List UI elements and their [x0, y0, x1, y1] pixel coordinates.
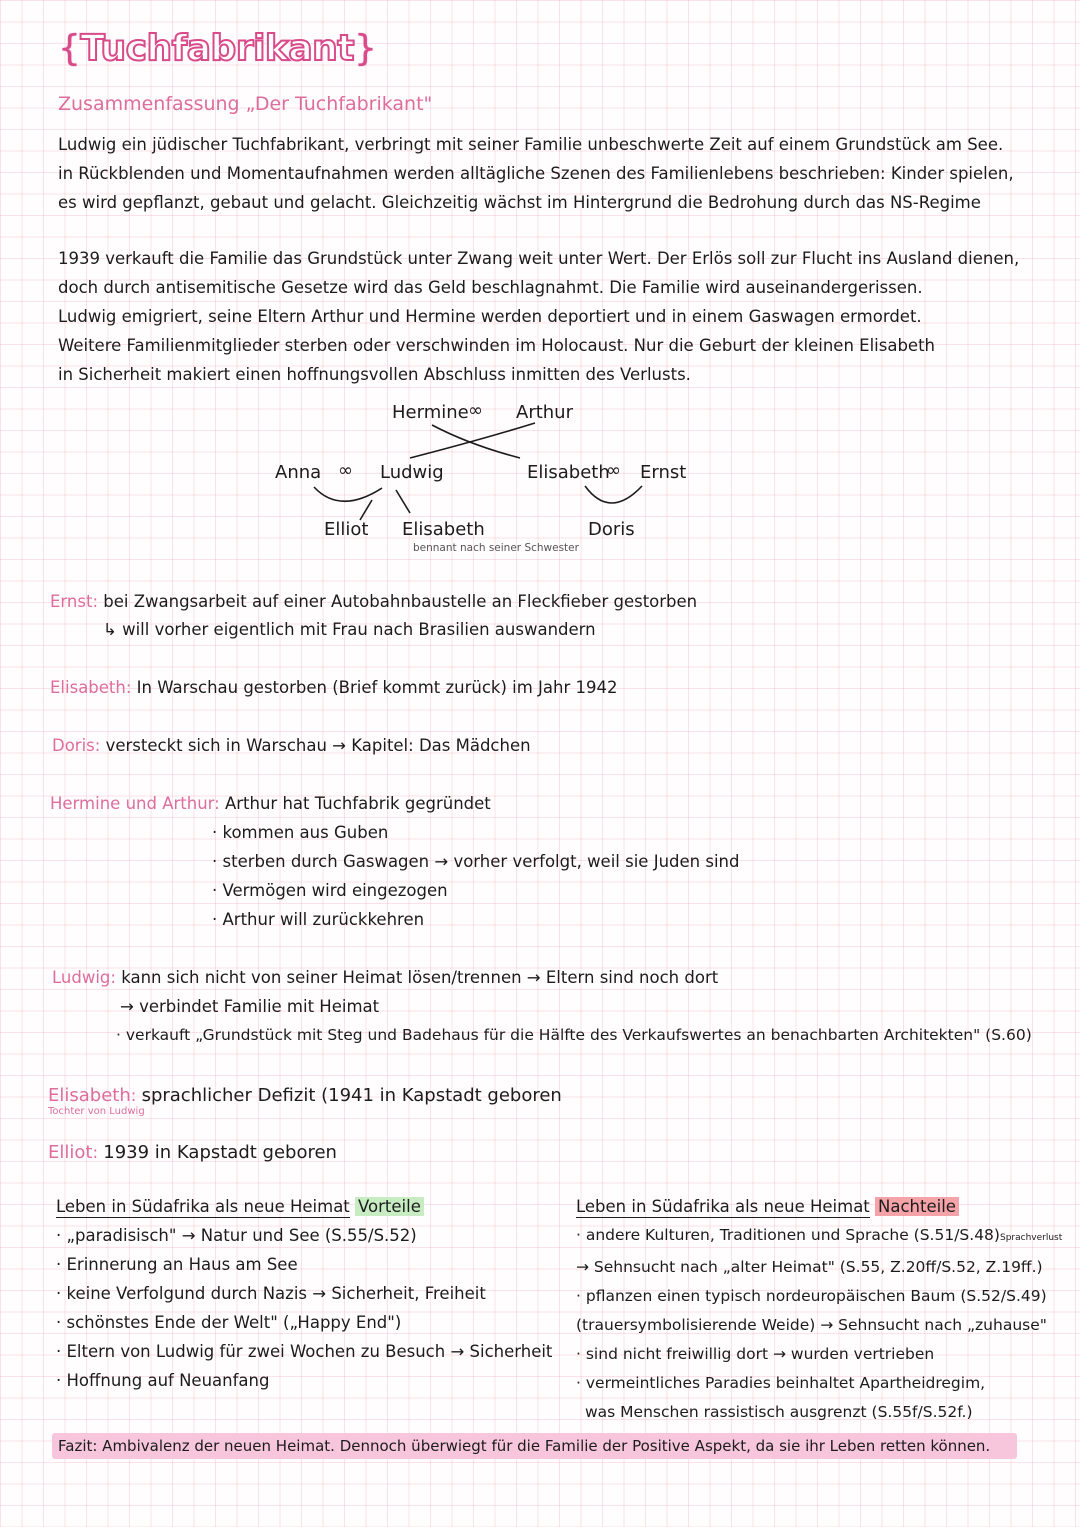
tree-line-elisabeth-child	[396, 490, 410, 513]
list-item: · Hoffnung auf Neuanfang	[56, 1371, 270, 1390]
note-text: sprachlicher Defizit (1941 in Kapstadt geboren	[141, 1085, 562, 1106]
note-text: Arthur will zurückkehren	[222, 910, 425, 929]
list-item: · schönstes Ende der Welt" („Happy End")	[56, 1313, 402, 1332]
list-item-text: → Sehnsucht nach „alter Heimat" (S.55, Z.20ff/S.52, Z.19ff.)	[576, 1258, 1043, 1276]
subtitle: Zusammenfassung „Der Tuchfabrikant"	[58, 93, 433, 115]
note-ludwig-sub: → verbindet Familie mit Heimat	[120, 997, 380, 1016]
note-colon: :	[110, 968, 122, 987]
marriage-icon: ∞	[606, 460, 621, 481]
note-label: Elliot	[48, 1142, 93, 1163]
arrow-return-icon: ↳	[103, 620, 123, 639]
title-brace-left: {	[58, 28, 81, 69]
note-label: Hermine und Arthur	[50, 794, 215, 813]
summary-line: in Sicherheit makiert einen hoffnungsvollen Abschluss inmitten des Verlusts.	[58, 365, 691, 384]
list-item-text: Hoffnung auf Neuanfang	[66, 1371, 270, 1390]
tree-elisabeth-note: bennant nach seiner Schwester	[413, 542, 579, 554]
tree-elisabeth-child: Elisabeth	[402, 519, 485, 540]
list-item	[576, 1253, 1062, 1282]
note-label: Elisabeth	[48, 1085, 131, 1106]
pros-heading	[56, 1192, 552, 1221]
note-text: kann sich nicht von seiner Heimat lösen/trennen → Eltern sind noch dort	[121, 968, 719, 987]
tree-doris: Doris	[588, 519, 635, 540]
list-item: · andere Kulturen, Traditionen und Sprache (S.51/S.48)Sprachverlust	[576, 1226, 1063, 1244]
note-hermine-arthur	[50, 794, 491, 813]
note-text: will vorher eigentlich mit Frau nach Brasilien auswandern	[122, 620, 596, 639]
note-colon: :	[125, 678, 137, 697]
list-item: · pflanzen einen typisch nordeuropäischen Baum (S.52/S.49)	[576, 1287, 1047, 1305]
cons-heading	[576, 1192, 1062, 1221]
family-tree-lines	[0, 0, 1080, 600]
note-text: Arthur hat Tuchfabrik gegründet	[224, 794, 491, 813]
note-text: bei Zwangsarbeit auf einer Autobahnbaustelle an Fleckfieber gestorben	[103, 592, 698, 611]
list-item-text: schönstes Ende der Welt" („Happy End")	[66, 1313, 402, 1332]
pros-highlight: Vorteile	[355, 1197, 424, 1216]
list-item	[576, 1311, 1062, 1340]
list-item-text: pflanzen einen typisch nordeuropäischen Baum (S.52/S.49)	[585, 1287, 1047, 1305]
note-text: In Warschau gestorben (Brief kommt zurück) im Jahr 1942	[136, 678, 618, 697]
note-colon: :	[92, 1143, 104, 1162]
tree-hermine: Hermine	[392, 402, 469, 423]
note-text: sterben durch Gaswagen → vorher verfolgt, weil sie Juden sind	[222, 852, 740, 871]
fazit: Fazit: Ambivalenz der neuen Heimat. Dennoch überwiegt für die Familie der Positive Aspekt, da sie ihr Leben retten können.	[58, 1437, 991, 1455]
list-item-text: (trauersymbolisierende Weide) → Sehnsucht nach „zuhause"	[576, 1316, 1047, 1334]
tree-line-elisabeth-ernst	[585, 486, 642, 503]
note-text: Vermögen wird eingezogen	[222, 881, 448, 900]
note-elisabeth-daughter	[48, 1085, 562, 1106]
note-text: 1939 in Kapstadt geboren	[103, 1142, 337, 1163]
note-text: kommen aus Guben	[222, 823, 389, 842]
summary-line: 1939 verkauft die Familie das Grundstück unter Zwang weit unter Wert. Der Erlös soll zur Flucht ins Ausland dienen,	[58, 249, 1020, 268]
list-item-text: sind nicht freiwillig dort → wurden vertrieben	[585, 1345, 935, 1363]
note-ludwig-sub: · verkauft „Grundstück mit Steg und Badehaus für die Hälfte des Verkaufswertes an benachbarten Architekten" (S.60)	[116, 1026, 1032, 1044]
note-text: verkauft „Grundstück mit Steg und Badehaus für die Hälfte des Verkaufswertes an benachbarten Architekten" (S.60)	[125, 1026, 1032, 1044]
note-sublabel: Tochter von Ludwig	[48, 1106, 145, 1117]
note-ernst-sub	[103, 620, 596, 639]
tree-line-hermine-elisabeth	[432, 425, 520, 458]
list-item-text: andere Kulturen, Traditionen und Sprache (S.51/S.48)	[585, 1226, 1000, 1244]
summary-line: in Rückblenden und Momentaufnahmen werden alltägliche Szenen des Familienlebens beschrieben: Kinder spielen,	[58, 164, 1014, 183]
note-ha-item: · Arthur will zurückkehren	[212, 910, 425, 929]
list-item: · vermeintliches Paradies beinhaltet Apartheidregim,	[576, 1374, 986, 1392]
note-ludwig	[52, 968, 718, 987]
list-item: · keine Verfolgund durch Nazis → Sicherheit, Freiheit	[56, 1284, 486, 1303]
list-item-text: keine Verfolgund durch Nazis → Sicherheit, Freiheit	[66, 1284, 486, 1303]
note-ha-item: · Vermögen wird eingezogen	[212, 881, 448, 900]
list-item-text: Erinnerung an Haus am See	[66, 1255, 298, 1274]
note-label: Ludwig	[52, 968, 111, 987]
note-elisabeth	[50, 678, 618, 697]
pros-heading-text: Leben in Südafrika als neue Heimat	[56, 1197, 350, 1216]
note-label: Doris	[52, 736, 95, 755]
note-elliot	[48, 1142, 337, 1163]
summary-line: es wird gepflanzt, gebaut und gelacht. Gleichzeitig wächst im Hintergrund die Bedrohung durch das NS-Regime	[58, 193, 981, 212]
note-label: Elisabeth	[50, 678, 126, 697]
note-doris	[52, 736, 531, 755]
cons-column	[576, 1192, 1062, 1427]
tree-arthur: Arthur	[516, 402, 573, 423]
list-item: · sind nicht freiwillig dort → wurden vertrieben	[576, 1345, 935, 1363]
list-item-text: „paradisisch" → Natur und See (S.55/S.52)	[66, 1226, 417, 1245]
marriage-icon: ∞	[468, 400, 483, 421]
note-colon: :	[130, 1086, 142, 1105]
tree-line-elliot	[360, 500, 372, 520]
summary-line: Ludwig ein jüdischer Tuchfabrikant, verbringt mit seiner Familie unbeschwerte Zeit auf einem Grundstück am See.	[58, 135, 1004, 154]
note-label: Ernst	[50, 592, 93, 611]
note-colon: :	[214, 794, 225, 813]
marriage-icon: ∞	[338, 460, 353, 481]
cons-heading-text: Leben in Südafrika als neue Heimat	[576, 1197, 870, 1216]
list-item: · „paradisisch" → Natur und See (S.55/S.52)	[56, 1226, 417, 1245]
list-item	[576, 1398, 1062, 1427]
list-item: · Erinnerung an Haus am See	[56, 1255, 298, 1274]
summary-line: doch durch antisemitische Gesetze wird das Geld beschlagnahmt. Die Familie wird auseinandergerissen.	[58, 278, 923, 297]
list-item-text: was Menschen rassistisch ausgrenzt (S.55f/S.52f.)	[585, 1403, 973, 1421]
note-colon: :	[92, 592, 104, 611]
list-item-text: Eltern von Ludwig für zwei Wochen zu Besuch → Sicherheit	[66, 1342, 553, 1361]
tree-ernst: Ernst	[640, 462, 687, 483]
summary-line: Ludwig emigriert, seine Eltern Arthur und Hermine werden deportiert und in einem Gaswagen ermordet.	[58, 307, 922, 326]
note-ha-item: · sterben durch Gaswagen → vorher verfolgt, weil sie Juden sind	[212, 852, 740, 871]
side-note: Sprachverlust	[999, 1233, 1063, 1243]
pros-column	[56, 1192, 552, 1395]
note-ernst	[50, 592, 697, 611]
tree-ludwig: Ludwig	[380, 462, 444, 483]
tree-elliot: Elliot	[324, 519, 369, 540]
list-item: · Eltern von Ludwig für zwei Wochen zu Besuch → Sicherheit	[56, 1342, 553, 1361]
tree-elisabeth-sister: Elisabeth	[527, 462, 610, 483]
title-text: Tuchfabrikant	[80, 28, 354, 69]
note-colon: :	[94, 736, 106, 755]
summary-line: Weitere Familienmitglieder sterben oder verschwinden im Holocaust. Nur die Geburt der kleinen Elisabeth	[58, 336, 936, 355]
title-brace-right: }	[354, 28, 377, 69]
note-ha-item: · kommen aus Guben	[212, 823, 389, 842]
cons-highlight: Nachteile	[875, 1197, 959, 1216]
note-text: versteckt sich in Warschau → Kapitel: Das Mädchen	[105, 736, 531, 755]
tree-anna: Anna	[275, 462, 322, 483]
tree-line-arthur-ludwig	[410, 423, 535, 458]
tree-line-anna-ludwig	[314, 487, 382, 501]
list-item-text: vermeintliches Paradies beinhaltet Apartheidregim,	[585, 1374, 986, 1392]
